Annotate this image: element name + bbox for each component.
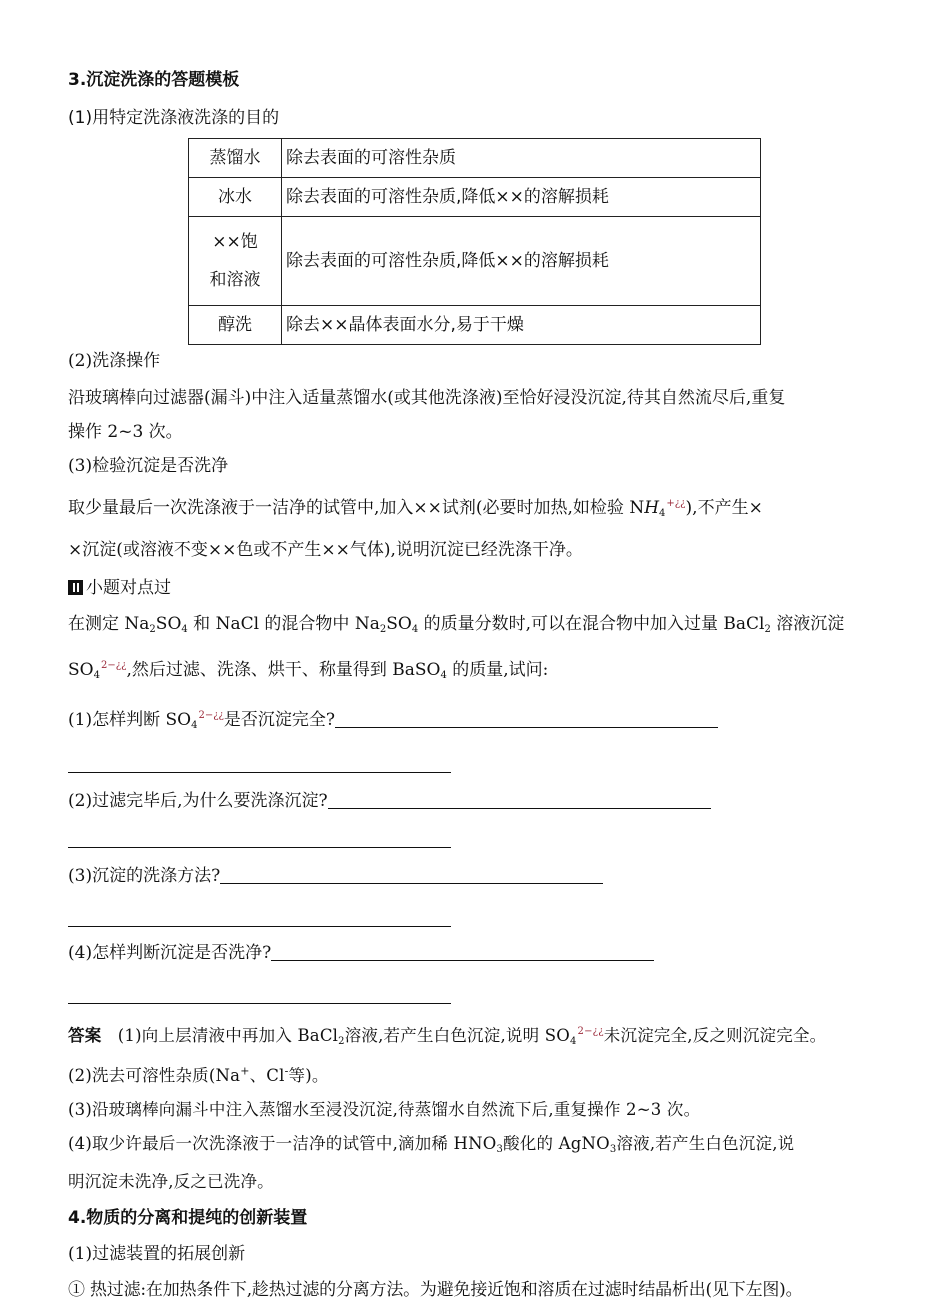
paragraph-line: 操作 2~3 次。: [68, 422, 183, 442]
text-span: (1)向上层清液中再加入 BaCl: [117, 1026, 339, 1045]
superscript: +: [240, 1064, 250, 1078]
paragraph-line: [68, 492, 898, 526]
answer-blank-line[interactable]: [68, 754, 451, 773]
subscript: 2: [338, 1036, 345, 1047]
answer-blank[interactable]: [328, 790, 711, 809]
ion-charge: +¿¿: [666, 498, 686, 509]
paragraph-line: ×沉淀(或溶液不变××色或不产生××气体),说明沉淀已经洗涤干净。: [68, 540, 583, 560]
text-span: 溶液,若产生白色沉淀,说: [616, 1134, 795, 1153]
superscript: -: [284, 1064, 289, 1078]
text-span: (4)取少许最后一次洗涤液于一洁净的试管中,滴加稀 HNO: [68, 1134, 497, 1153]
text-span: ),不产生×: [685, 498, 763, 518]
table-value-cell: 除去表面的可溶性杂质: [282, 139, 761, 178]
subsection-1-title: (1)用特定洗涤液洗涤的目的: [68, 108, 280, 128]
subscript: 3: [609, 1144, 617, 1155]
table-key-cell: 冰水: [189, 178, 282, 217]
table-row: [189, 139, 761, 178]
subscript: 2: [149, 624, 156, 635]
section-3-title: 3.沉淀洗涤的答题模板: [68, 70, 240, 90]
text-span: 是否沉淀完全?: [223, 710, 336, 730]
text-span: 等)。: [288, 1066, 329, 1085]
text-span: (3)沉淀的洗涤方法?: [68, 866, 221, 886]
text-span: (1)怎样判断 SO: [68, 710, 192, 730]
text-span: 溶液,若产生白色沉淀,说明 SO: [344, 1026, 570, 1045]
practice-heading: [68, 576, 898, 600]
answer-blank-line[interactable]: [68, 908, 451, 927]
text-span: 在测定 Na: [68, 614, 150, 634]
subsection-2-title: (2)洗涤操作: [68, 351, 161, 371]
section-4-sub-1: (1)过滤装置的拓展创新: [68, 1244, 246, 1264]
text-span: 酸化的 AgNO: [503, 1134, 610, 1153]
ion-charge: 2−¿¿: [198, 710, 224, 721]
answer-blank[interactable]: [335, 709, 718, 728]
document-page: [68, 62, 898, 1302]
text-span: 的质量,试问:: [452, 660, 549, 680]
text-span: 的质量分数时,可以在混合物中加入过量 BaCl: [423, 614, 765, 634]
subscript: 4: [93, 670, 100, 681]
ion-symbol: H: [644, 498, 660, 518]
answer-blank[interactable]: [271, 942, 654, 961]
answer-blank-line[interactable]: [68, 829, 451, 848]
answer-4: [68, 1132, 898, 1162]
text-span: 、Cl: [249, 1066, 285, 1085]
subscript: 4: [411, 624, 419, 635]
answer-2: [68, 1064, 898, 1088]
question-4: [68, 941, 898, 965]
text-span: (2)洗去可溶性杂质(Na: [68, 1066, 241, 1085]
ion-charge: 2−¿¿: [577, 1026, 604, 1037]
question-stem-line: [68, 612, 898, 642]
question-3: [68, 864, 898, 888]
text-span: (4)怎样判断沉淀是否洗净?: [68, 943, 272, 963]
table-key-cell: 醇洗: [189, 306, 282, 345]
table-value-cell: 除去表面的可溶性杂质,降低××的溶解损耗: [282, 217, 761, 306]
answer-blank-line[interactable]: [68, 985, 451, 1004]
subscript: 4: [659, 508, 666, 519]
text-span: SO: [68, 660, 94, 680]
table-key-cell: 蒸馏水: [189, 139, 282, 178]
table-key-line-2: 和溶液: [209, 270, 261, 290]
answer-3: (3)沿玻璃棒向漏斗中注入蒸馏水至浸没沉淀,待蒸馏水自然流下后,重复操作 2~3 次。: [68, 1100, 701, 1119]
text-span: 溶液沉淀: [776, 614, 845, 634]
question-1: [68, 704, 898, 738]
subscript: 3: [496, 1144, 504, 1155]
text-span: ,然后过滤、洗涤、烘干、称量得到 BaSO: [126, 660, 441, 680]
answer-label: 答案: [68, 1026, 102, 1045]
table-row: [189, 217, 761, 306]
text-span: 取少量最后一次洗涤液于一洁净的试管中,加入××试剂(必要时加热,如检验 N: [68, 498, 645, 518]
subscript: 2: [379, 624, 387, 635]
question-2: [68, 789, 898, 813]
subscript: 4: [181, 624, 188, 635]
text-span: SO: [155, 614, 182, 634]
table-value-cell: 除去表面的可溶性杂质,降低××的溶解损耗: [282, 178, 761, 217]
subscript: 4: [440, 670, 447, 681]
ion-charge: 2−¿¿: [100, 660, 127, 671]
paragraph-line: ① 热过滤:在加热条件下,趁热过滤的分离方法。为避免接近饱和溶质在过滤时结晶析出(见下左图)。: [68, 1280, 803, 1300]
practice-marker-icon: [68, 580, 83, 595]
table-key-cell: [189, 217, 282, 306]
table-row: [189, 306, 761, 345]
subscript: 2: [764, 624, 771, 635]
table-row: [189, 178, 761, 217]
text-span: (2)过滤完毕后,为什么要洗涤沉淀?: [68, 791, 328, 811]
subscript: 4: [191, 720, 198, 731]
paragraph-line: 沿玻璃棒向过滤器(漏斗)中注入适量蒸馏水(或其他洗涤液)至恰好浸没沉淀,待其自然流尽后,重复: [68, 388, 786, 408]
subscript: 4: [569, 1036, 577, 1047]
subsection-3-title: (3)检验沉淀是否洗净: [68, 456, 229, 476]
answer-1: [68, 1020, 898, 1054]
answer-blank[interactable]: [220, 865, 603, 884]
text-span: 和 NaCl 的混合物中 Na: [193, 614, 380, 634]
table-key-line-1: ××饱: [212, 232, 258, 252]
text-span: 未沉淀完全,反之则沉淀完全。: [603, 1026, 827, 1045]
washing-purpose-table: [188, 138, 761, 345]
table-value-cell: 除去××晶体表面水分,易于干燥: [282, 306, 761, 345]
text-span: SO: [386, 614, 412, 634]
practice-title: 小题对点过: [86, 578, 171, 598]
answer-4-cont: 明沉淀未洗净,反之已洗净。: [68, 1172, 274, 1191]
section-4-title: 4.物质的分离和提纯的创新装置: [68, 1208, 308, 1228]
question-stem-line: [68, 654, 898, 688]
